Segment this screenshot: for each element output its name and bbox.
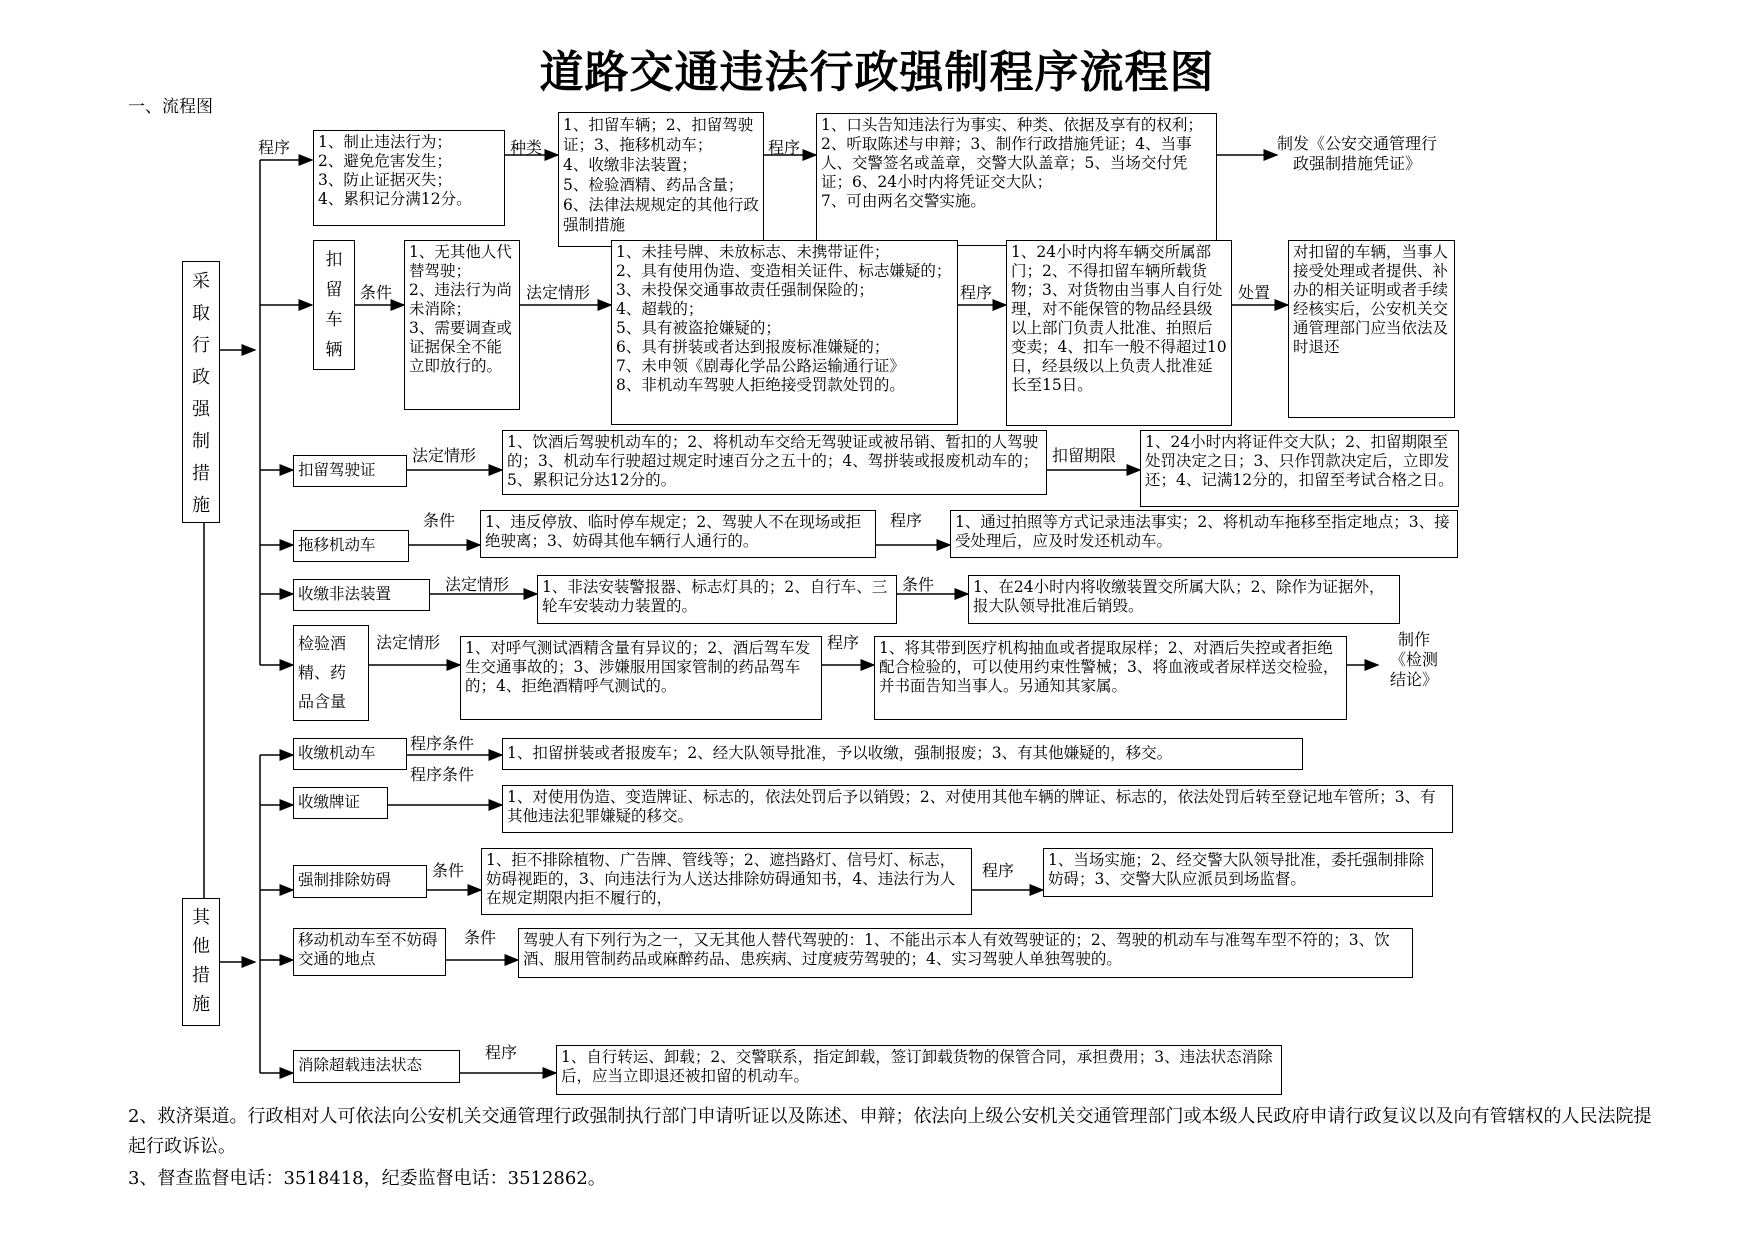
detain-vehicle-situations-box: 1、未挂号牌、未放标志、未携带证件； 2、具有使用伪造、变造相关证件、标志嫌疑的； 3、未投保交通事故责任强制保险的； 4、超载的； 5、具有被盗抢嫌疑的； 6、具有拼装或者达到报废标准嫌疑的； 7、未申领《剧毒化学品公路运输通行证》 8、非机动车驾驶人拒绝接受罚款处罚的。 xyxy=(611,240,958,425)
purpose-box: 1、制止违法行为； 2、避免危害发生； 3、防止证据灭失； 4、累积记分满12分。 xyxy=(313,130,505,226)
issue-certificate-text: 制发《公安交通管理行政强制措施凭证》 xyxy=(1276,134,1437,173)
measures-box: 采 取 行 政 强 制 措 施 xyxy=(182,261,220,523)
remove-obstruction-box: 强制排除妨碍 xyxy=(293,865,427,898)
supervision-phone: 3、督查监督电话：3518418，纪委监督电话：3512862。 xyxy=(128,1168,606,1189)
confiscate-device-procedure-box: 1、在24小时内将收缴装置交所属大队；2、除作为证据外，报大队领导批准后销毁。 xyxy=(968,575,1400,624)
page-title: 道路交通违法行政强制程序流程图 xyxy=(539,47,1215,98)
confiscate-vehicle-procedure-box: 1、扣留拼装或者报废车；2、经大队领导批准，予以收缴，强制报废；3、有其他嫌疑的，移交。 xyxy=(502,738,1303,770)
row7-label-program-condition: 程序条件 xyxy=(410,734,475,753)
confiscate-device-box: 收缴非法装置 xyxy=(293,579,430,611)
confiscate-vehicle-box: 收缴机动车 xyxy=(293,738,407,770)
row4-label-condition: 条件 xyxy=(423,511,456,530)
remove-obstruction-conditions-box: 1、拒不排除植物、广告牌、管线等；2、遮挡路灯、信号灯、标志，妨碍视距的，3、向违法行为人送达排除妨碍通知书，4、违法行为人在规定期限内拒不履行的， xyxy=(481,848,972,915)
row5-label-condition: 条件 xyxy=(902,575,935,594)
row8-label-program-condition: 程序条件 xyxy=(410,765,475,784)
move-vehicle-box: 移动机动车至不妨碍交通的地点 xyxy=(293,928,446,976)
row1-label-program2: 程序 xyxy=(768,138,801,157)
row2-label-statutory: 法定情形 xyxy=(526,283,591,302)
row10-label-condition: 条件 xyxy=(464,928,497,947)
row2-label-program: 程序 xyxy=(960,283,993,302)
remove-obstruction-procedure-box: 1、当场实施；2、经交警大队领导批准，委托强制排除妨碍；3、交警大队应派员到场监督。 xyxy=(1043,848,1433,897)
test-conclusion-text: 制作 《检测 结论》 xyxy=(1389,630,1438,689)
row11-label-program: 程序 xyxy=(485,1043,518,1062)
alcohol-test-box: 检验酒 精、药 品含量 xyxy=(293,625,369,721)
alcohol-test-situations-box: 1、对呼气测试酒精含量有异议的；2、酒后驾车发生交通事故的；3、涉嫌服用国家管制的药品驾车的；4、拒绝酒精呼气测试的。 xyxy=(460,636,822,720)
types-box: 1、扣留车辆；2、扣留驾驶证；3、拖移机动车； 4、收缴非法装置； 5、检验酒精、药品含量； 6、法律法规规定的其他行政强制措施 xyxy=(558,112,764,247)
eliminate-overload-procedure-box: 1、自行转运、卸载；2、交警联系，指定卸载，签订卸载货物的保管合同，承担费用；3、违法状态消除后，应当立即退还被扣留的机动车。 xyxy=(556,1045,1282,1095)
tow-vehicle-box: 拖移机动车 xyxy=(293,530,409,562)
row1-label-type: 种类 xyxy=(510,138,543,157)
row1-label-program: 程序 xyxy=(258,138,291,157)
detain-vehicle-procedure-box: 1、24小时内将车辆交所属部门；2、不得扣留车辆所载货物；3、对货物由当事人自行处理，对不能保管的物品经县级以上部门负责人批准、拍照后变卖；4、扣车一般不得超过10日，经县级以上负责人批准延长至15日。 xyxy=(1006,240,1232,426)
row5-label-statutory: 法定情形 xyxy=(445,575,510,594)
other-measures-box: 其 他 措 施 xyxy=(182,898,220,1026)
alcohol-test-procedure-box: 1、将其带到医疗机构抽血或者提取尿样；2、对酒后失控或者拒绝配合检验的，可以使用约束性警械；3、将血液或者尿样送交检验，并书面告知当事人。另通知其家属。 xyxy=(874,636,1347,720)
row2-label-disposal: 处置 xyxy=(1238,283,1271,302)
row4-label-program: 程序 xyxy=(890,511,923,530)
remedy-paragraph: 2、救济渠道。行政相对人可依法向公安机关交通管理行政强制执行部门申请听证以及陈述、申辩；依法向上级公安机关交通管理部门或本级人民政府申请行政复议以及向有管辖权的人民法院提起行政诉讼。 xyxy=(128,1106,1652,1157)
tow-vehicle-conditions-box: 1、违反停放、临时停车规定；2、驾驶人不在现场或拒绝驶离；3、妨碍其他车辆行人通行的。 xyxy=(480,510,876,558)
confiscate-device-situations-box: 1、非法安装警报器、标志灯具的；2、自行车、三轮车安装动力装置的。 xyxy=(537,575,897,624)
tow-vehicle-procedure-box: 1、通过拍照等方式记录违法事实；2、将机动车拖移至指定地点；3、接受处理后，应及时发还机动车。 xyxy=(950,510,1458,558)
confiscate-plates-box: 收缴牌证 xyxy=(293,787,388,819)
section-heading: 一、流程图 xyxy=(128,97,213,117)
eliminate-overload-box: 消除超载违法状态 xyxy=(293,1050,460,1083)
procedure-box: 1、口头告知违法行为事实、种类、依据及享有的权利； 2、听取陈述与申辩；3、制作行政措施凭证；4、当事人、交警签名或盖章，交警大队盖章；5、当场交付凭证；6、24小时内将凭证交大队； 7、可由两名交警实施。 xyxy=(816,113,1217,246)
row2-label-condition: 条件 xyxy=(360,283,393,302)
row9-label-condition: 条件 xyxy=(432,861,465,880)
detain-license-period-box: 1、24小时内将证件交大队；2、扣留期限至处罚决定之日；3、只作罚款决定后，立即发还；4、记满12分的，扣留至考试合格之日。 xyxy=(1140,430,1459,507)
detain-vehicle-disposal-box: 对扣留的车辆，当事人接受处理或者提供、补办的相关证明或者手续经核实后，公安机关交通管理部门应当依法及时退还 xyxy=(1288,240,1455,418)
row3-label-period: 扣留期限 xyxy=(1052,446,1117,465)
detain-license-situations-box: 1、饮酒后驾驶机动车的；2、将机动车交给无驾驶证或被吊销、暂扣的人驾驶的；3、机动车行驶超过规定时速百分之五十的；4、驾拼装或报废机动车的；5、累积记分达12分的。 xyxy=(502,430,1047,495)
row3-label-statutory: 法定情形 xyxy=(412,446,477,465)
row6-label-statutory: 法定情形 xyxy=(376,633,441,652)
move-vehicle-conditions-box: 驾驶人有下列行为之一，又无其他人替代驾驶的：1、不能出示本人有效驾驶证的；2、驾驶的机动车与准驾车型不符的；3、饮酒、服用管制药品或麻醉药品、患疾病、过度疲劳驾驶的；4、实习驾驶人单独驾驶的。 xyxy=(518,928,1413,978)
detain-license-box: 扣留驾驶证 xyxy=(293,455,407,487)
row6-label-program: 程序 xyxy=(827,633,860,652)
row9-label-program: 程序 xyxy=(982,861,1015,880)
detain-vehicle-conditions-box: 1、无其他人代替驾驶； 2、违法行为尚未消除； 3、需要调查或证据保全不能立即放行的。 xyxy=(404,240,520,410)
detain-vehicle-box: 扣 留 车 辆 xyxy=(313,240,355,370)
confiscate-plates-procedure-box: 1、对使用伪造、变造牌证、标志的，依法处罚后予以销毁；2、对使用其他车辆的牌证、标志的，依法处罚后转至登记地车管所；3、有其他违法犯罪嫌疑的移交。 xyxy=(502,785,1453,833)
